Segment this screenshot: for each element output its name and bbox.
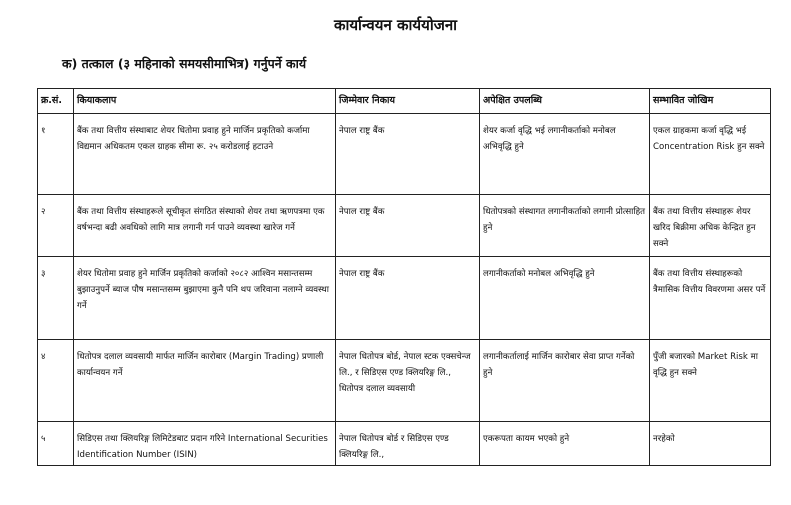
row-activity: धितोपत्र दलाल व्यवसायी मार्फत मार्जिन कारोबार (Margin Trading) प्रणाली कार्यान्वयन गर्ने bbox=[74, 340, 336, 422]
table-row bbox=[38, 422, 771, 466]
row-agency: नेपाल धितोपत्र बोर्ड र सिडिएस एण्ड क्लियरिङ्ग लि., bbox=[336, 422, 480, 466]
header-outcome: अपेक्षित उपलब्धि bbox=[480, 89, 650, 114]
section-heading: क) तत्काल (३ महिनाको समयसीमाभित्र) गर्नुपर्ने कार्य bbox=[62, 56, 307, 71]
row-sn: १ bbox=[38, 114, 74, 195]
row-outcome: लगानीकर्तालाई मार्जिन कारोबार सेवा प्राप्त गर्नेको हुने bbox=[480, 340, 650, 422]
row-outcome: लगानीकर्ताको मनोबल अभिवृद्धि हुने bbox=[480, 257, 650, 340]
row-sn: २ bbox=[38, 195, 74, 257]
row-risk: पुँजी बजारको Market Risk मा वृद्धि हुन सक्ने bbox=[650, 340, 771, 422]
table-header-row bbox=[38, 89, 771, 114]
row-activity: बैंक तथा वित्तीय संस्थाबाट शेयर धितोमा प्रवाह हुने मार्जिन प्रकृतिको कर्जामा विद्यमान अधिकतम एकल ग्राहक सीमा रू. २५ करोडलाई हटाउने bbox=[74, 114, 336, 195]
table-row bbox=[38, 114, 771, 195]
row-sn: ५ bbox=[38, 422, 74, 466]
row-activity: बैंक तथा वित्तीय संस्थाहरूले सूचीकृत संगठित संस्थाको शेयर तथा ऋणपत्रमा एक वर्षभन्दा बढी अवधिको लागि मात्र लगानी गर्न पाउने व्यवस्था खारेज गर्ने bbox=[74, 195, 336, 257]
row-activity: शेयर धितोमा प्रवाह हुने मार्जिन प्रकृतिको कर्जाको २०८२ आश्विन मसान्तसम्म बुझाउनुपर्ने ब्याज पौष मसान्तसम्म बुझाएमा कुनै पनि थप जरिवाना नलाग्ने व्यवस्था गर्ने bbox=[74, 257, 336, 340]
header-agency: जिम्मेवार निकाय bbox=[336, 89, 480, 114]
document-title: कार्यान्वयन कार्ययोजना bbox=[333, 16, 458, 34]
header-sn: क्र.सं. bbox=[38, 89, 74, 114]
row-risk: नरहेको bbox=[650, 422, 771, 466]
row-risk: एकल ग्राहकमा कर्जा वृद्धि भई Concentration Risk हुन सक्ने bbox=[650, 114, 771, 195]
row-outcome: एकरूपता कायम भएको हुने bbox=[480, 422, 650, 466]
row-agency: नेपाल राष्ट्र बैंक bbox=[336, 114, 480, 195]
table-row bbox=[38, 195, 771, 257]
action-plan-table bbox=[37, 88, 771, 466]
row-agency: नेपाल राष्ट्र बैंक bbox=[336, 195, 480, 257]
table-row bbox=[38, 257, 771, 340]
row-risk: बैंक तथा वित्तीय संस्थाहरू शेयर खरिद बिक्रीमा अधिक केन्द्रित हुन सक्ने bbox=[650, 195, 771, 257]
row-sn: ४ bbox=[38, 340, 74, 422]
row-outcome: शेयर कर्जा वृद्धि भई लगानीकर्ताको मनोबल अभिवृद्धि हुने bbox=[480, 114, 650, 195]
row-outcome: धितोपत्रको संस्थागत लगानीकर्ताको लगानी प्रोत्साहित हुने bbox=[480, 195, 650, 257]
row-sn: ३ bbox=[38, 257, 74, 340]
row-agency: नेपाल राष्ट्र बैंक bbox=[336, 257, 480, 340]
row-agency: नेपाल धितोपत्र बोर्ड, नेपाल स्टक एक्सचेन्ज लि., र सिडिएस एण्ड क्लियरिङ्ग लि., धितोपत्र दलाल व्यवसायी bbox=[336, 340, 480, 422]
header-activity: कियाकलाप bbox=[74, 89, 336, 114]
row-risk: बैंक तथा वित्तीय संस्थाहरूको त्रैमासिक वित्तीय विवरणमा असर पर्ने bbox=[650, 257, 771, 340]
table-row bbox=[38, 340, 771, 422]
header-risk: सम्भावित जोखिम bbox=[650, 89, 771, 114]
row-activity: सिडिएस तथा क्लियरिङ्ग लिमिटेडबाट प्रदान गरिने International Securities Identification Number (ISIN) bbox=[74, 422, 336, 466]
